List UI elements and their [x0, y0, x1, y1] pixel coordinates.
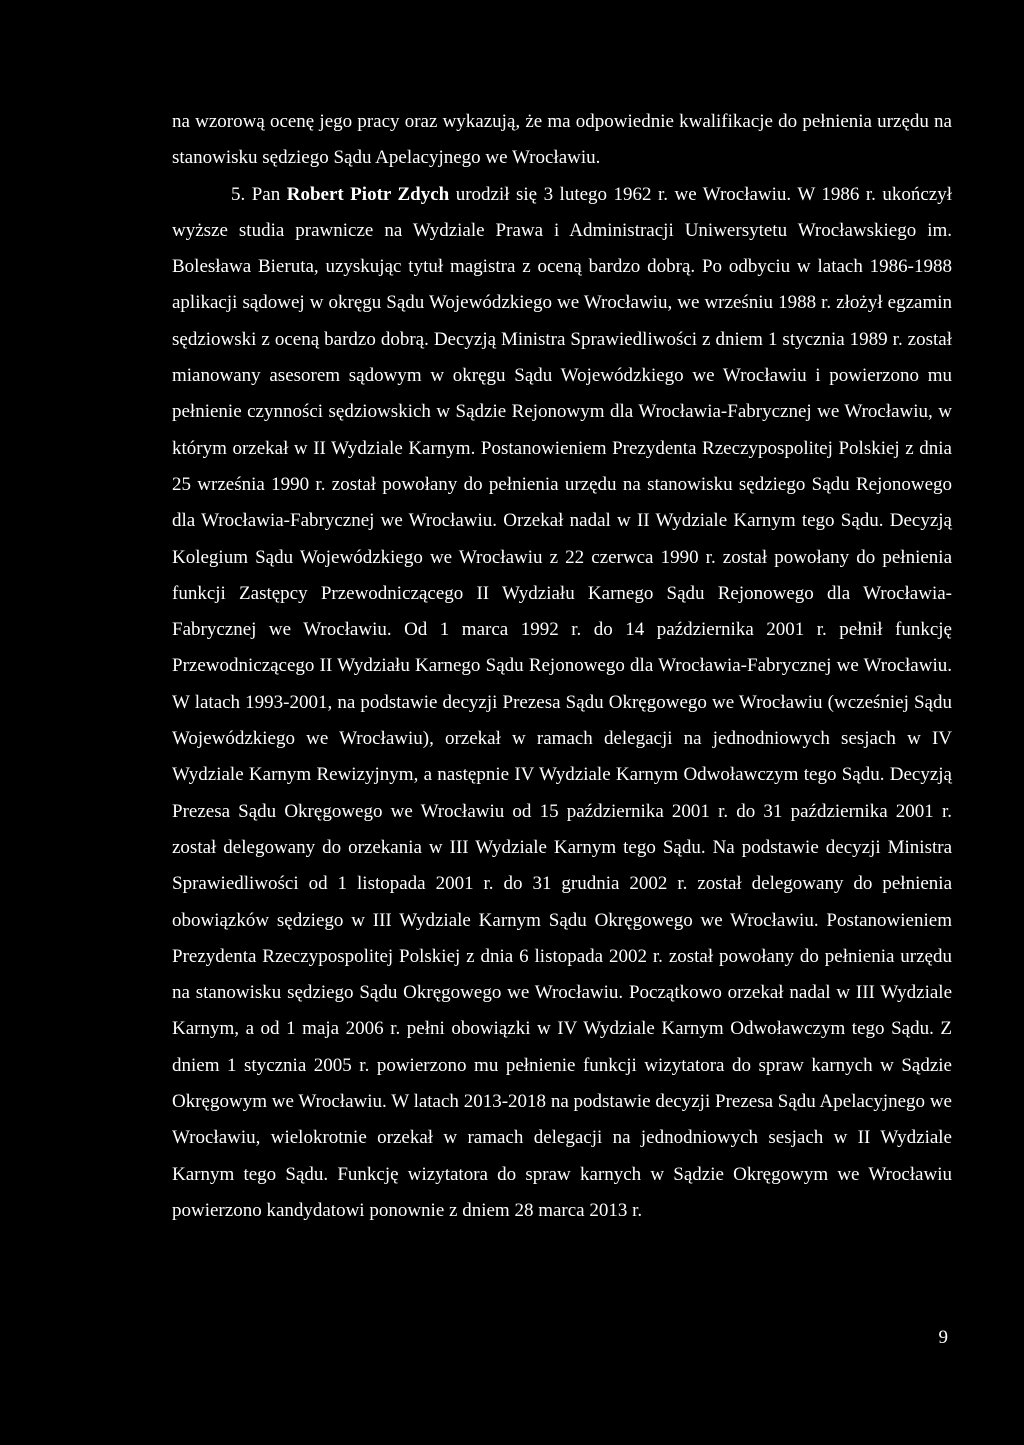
section-intro: Pan [251, 183, 281, 205]
continuation-paragraph: na wzorową ocenę jego pracy oraz wykazują, że ma odpowiednie kwalifikacje do pełnienia urzędu na stanowisku sędziego Sądu Apelacyjnego we Wrocławiu. [172, 111, 952, 169]
document-body [172, 104, 952, 1229]
page-number: 9 [938, 1327, 948, 1348]
section-number: 5. [231, 183, 246, 205]
candidate-biography: urodził się 3 lutego 1962 r. we Wrocławiu. W 1986 r. ukończył wyższe studia prawnicze na Wydziale Prawa i Administracji Uniwersytetu Wrocławskiego im. Bolesława Bieruta, uzyskując tytuł magistra z oceną bardzo dobrą. Po odbyciu w latach 1986-1988 aplikacji sądowej w okręgu Sądu Wojewódzkiego we Wrocławiu, we wrześniu 1988 r. złożył egzamin sędziowski z oceną bardzo dobrą. Decyzją Ministra Sprawiedliwości z dniem 1 stycznia 1989 r. został mianowany asesorem sądowym w okręgu Sądu Wojewódzkiego we Wrocławiu i powierzono mu pełnienie czynności sędziowskich w Sądzie Rejonowym dla Wrocławia-Fabrycznej we Wrocławiu, w którym orzekał w II Wydziale Karnym. Postanowieniem Prezydenta Rzeczypospolitej Polskiej z dnia 25 września 1990 r. został powołany do pełnienia urzędu na stanowisku sędziego Sądu Rejonowego dla Wrocławia-Fabrycznej we Wrocławiu. Orzekał nadal w II Wydziale Karnym tego Sądu. Decyzją Kolegium Sądu Wojewódzkiego we Wrocławiu z 22 czerwca 1990 r. został powołany do pełnienia funkcji Zastępcy Przewodniczącego II Wydziału Karnego Sądu Rejonowego dla Wrocławia-Fabrycznej we Wrocławiu. Od 1 marca 1992 r. do 14 października 2001 r. pełnił funkcję Przewodniczącego II Wydziału Karnego Sądu Rejonowego dla Wrocławia-Fabrycznej we Wrocławiu. W latach 1993-2001, na podstawie decyzji Prezesa Sądu Okręgowego we Wrocławiu (wcześniej Sądu Wojewódzkiego we Wrocławiu), orzekał w ramach delegacji na jednodniowych sesjach w IV Wydziale Karnym Rewizyjnym, a następnie IV Wydziale Karnym Odwoławczym tego Sądu. Decyzją Prezesa Sądu Okręgowego we Wrocławiu od 15 października 2001 r. do 31 października 2001 r. został delegowany do orzekania w III Wydziale Karnym tego Sądu. Na podstawie decyzji Ministra Sprawiedliwości od 1 listopada 2001 r. do 31 grudnia 2002 r. został delegowany do pełnienia obowiązków sędziego w III Wydziale Karnym Sądu Okręgowego we Wrocławiu. Postanowieniem Prezydenta Rzeczypospolitej Polskiej z dnia 6 listopada 2002 r. został powołany do pełnienia urzędu na stanowisku sędziego Sądu Okręgowego we Wrocławiu. Początkowo orzekał nadal w III Wydziale Karnym, a od 1 maja 2006 r. pełni obowiązki w IV Wydziale Karnym Odwoławczym tego Sądu. Z dniem 1 stycznia 2005 r. powierzono mu pełnienie funkcji wizytatora do spraw karnych w Sądzie Okręgowym we Wrocławiu. W latach 2013-2018 na podstawie decyzji Prezesa Sądu Apelacyjnego we Wrocławiu, wielokrotnie orzekał w ramach delegacji na jednodniowych sesjach w II Wydziale Karnym tego Sądu. Funkcję wizytatora do spraw karnych w Sądzie Okręgowym we Wrocławiu powierzono kandydatowi ponownie z dniem 28 marca 2013 r. [172, 183, 953, 1221]
candidate-paragraph [172, 177, 952, 1230]
candidate-name: Robert Piotr Zdych [286, 183, 450, 205]
